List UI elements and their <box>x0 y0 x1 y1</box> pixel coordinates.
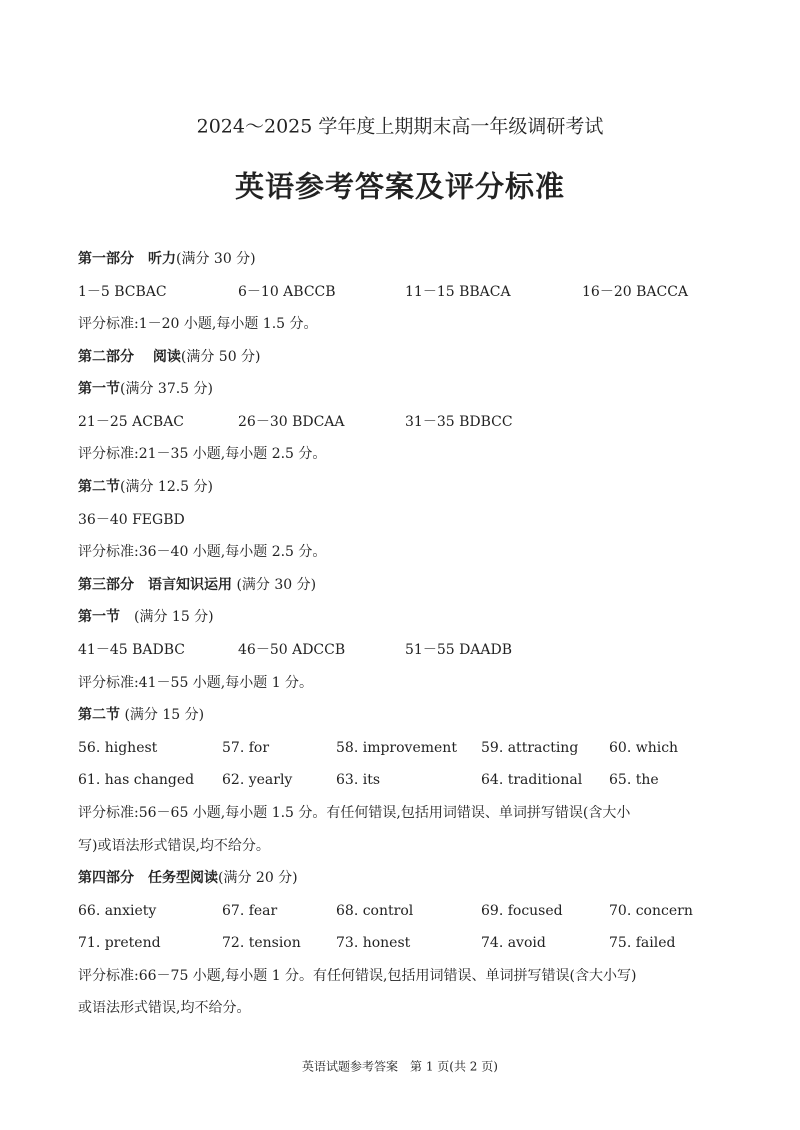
part3-section1-line <box>78 608 214 626</box>
part3-section2-answers-item: 64. traditional <box>481 772 583 788</box>
part2-section1-answers-item: 26－30 BDCAA <box>238 414 345 430</box>
part1-score: (满分 30 分) <box>176 251 256 267</box>
part4-answers-item: 73. honest <box>336 935 411 951</box>
part3-section2-answers-item: 59. attracting <box>481 740 579 756</box>
part3-section1-score: (满分 15 分) <box>120 609 214 625</box>
part3-section2-line <box>78 706 204 724</box>
part1-line <box>78 250 256 268</box>
part2-line <box>78 348 261 366</box>
part2-section1-answers-item: 31－35 BDBCC <box>405 414 513 430</box>
part4-answers-item: 70. concern <box>609 903 693 919</box>
part1-heading: 第一部分 听力 <box>78 251 176 267</box>
part4-score: (满分 20 分) <box>218 870 298 886</box>
part1-answers-item: 11－15 BBACA <box>405 284 511 300</box>
part2-section2-heading: 第二节 <box>78 479 120 495</box>
part3-section1-answers-item: 41－45 BADBC <box>78 642 185 658</box>
part3-section1-criteria: 评分标准:41－55 小题,每小题 1 分。 <box>78 675 314 691</box>
part4-heading: 第四部分 任务型阅读 <box>78 870 218 886</box>
part1-answers-item: 1－5 BCBAC <box>78 284 167 300</box>
page-footer: 英语试题参考答案 第 1 页(共 2 页) <box>302 1059 498 1074</box>
part3-line <box>78 576 316 594</box>
part3-section2-answers-item: 61. has changed <box>78 772 195 788</box>
part2-score: (满分 50 分) <box>180 349 261 365</box>
part3-section2-answers-item: 65. the <box>609 772 659 788</box>
part3-score: (满分 30 分) <box>232 577 317 593</box>
part1-answers-item: 16－20 BACCA <box>582 284 689 300</box>
part2-section2-criteria: 评分标准:36－40 小题,每小题 2.5 分。 <box>78 544 327 560</box>
part4-line <box>78 869 298 887</box>
part3-section2-score: (满分 15 分) <box>120 707 205 723</box>
part2-section1-criteria: 评分标准:21－35 小题,每小题 2.5 分。 <box>78 446 327 462</box>
part3-section2-answers-item: 58. improvement <box>336 740 457 756</box>
part3-section2-criteria: 评分标准:56－65 小题,每小题 1.5 分。有任何错误,包括用词错误、单词拼写错误(含大小 <box>78 805 631 821</box>
part4-answers-item: 69. focused <box>481 903 563 919</box>
part2-section1-heading: 第一节 <box>78 381 120 397</box>
part3-section2-answers-item: 57. for <box>222 740 270 756</box>
part4-answers-item: 71. pretend <box>78 935 161 951</box>
document-title: 英语参考答案及评分标准 <box>234 169 565 204</box>
part2-section2-score: (满分 12.5 分) <box>120 479 213 495</box>
part4-criteria: 评分标准:66－75 小题,每小题 1 分。有任何错误,包括用词错误、单词拼写错误(含大小写) <box>78 968 637 984</box>
part3-section2-answers-item: 63. its <box>336 772 381 788</box>
part3-section1-answers-item: 46－50 ADCCB <box>238 642 346 658</box>
part2-section2-answers-item: 36－40 FEGBD <box>78 512 185 528</box>
part3-heading: 第三部分 语言知识运用 <box>78 577 232 593</box>
exam-title: 2024～2025 学年度上期期末高一年级调研考试 <box>196 115 604 138</box>
part2-heading: 第二部分 阅读 <box>78 349 181 365</box>
part3-section2-answers-item: 62. yearly <box>222 772 293 788</box>
part2-section1-line <box>78 380 213 398</box>
part4-answers-item: 72. tension <box>222 935 301 951</box>
part1-criteria: 评分标准:1－20 小题,每小题 1.5 分。 <box>78 316 318 332</box>
part4-answers-item: 68. control <box>336 903 414 919</box>
part3-section2-answers-item: 56. highest <box>78 740 158 756</box>
part4-answers-item: 67. fear <box>222 903 278 919</box>
part1-answers-item: 6－10 ABCCB <box>238 284 336 300</box>
part3-section2-heading: 第二节 <box>78 707 120 723</box>
part3-section2-criteria: 写)或语法形式错误,均不给分。 <box>78 838 270 854</box>
part4-criteria: 或语法形式错误,均不给分。 <box>78 1000 251 1016</box>
part2-section2-line <box>78 478 213 496</box>
part3-section2-answers-item: 60. which <box>609 740 679 756</box>
part3-section1-answers-item: 51－55 DAADB <box>405 642 513 658</box>
part2-section1-answers-item: 21－25 ACBAC <box>78 414 185 430</box>
part4-answers-item: 75. failed <box>609 935 676 951</box>
part2-section1-score: (满分 37.5 分) <box>120 381 213 397</box>
part3-section1-heading: 第一节 <box>78 609 120 625</box>
part4-answers-item: 66. anxiety <box>78 903 157 919</box>
part4-answers-item: 74. avoid <box>481 935 546 951</box>
